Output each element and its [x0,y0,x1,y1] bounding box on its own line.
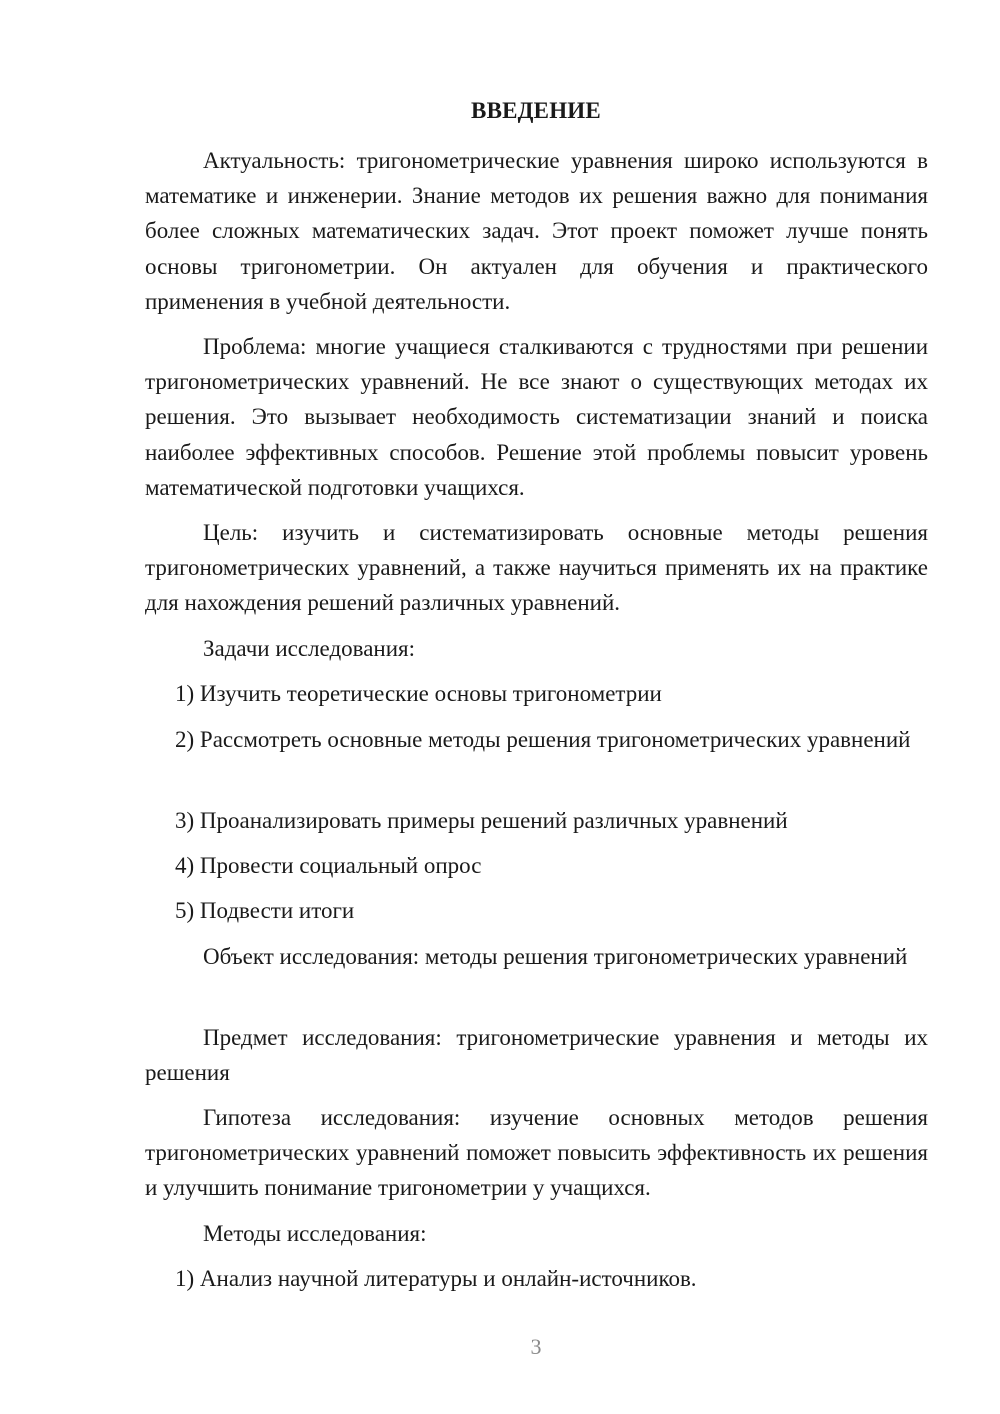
task-item-4: 4) Провести социальный опрос [175,853,482,878]
subject-paragraph: Предмет исследования: тригонометрические уравнения и методы их решения [145,1025,928,1086]
problem-paragraph: Проблема: многие учащиеся сталкиваются с трудностями при решении тригонометрических уравнений. Не все знают о существующих методах их решения. Это вызывает необходимость систематизации знаний и поиска наиболее эффективных способов. Решение этой проблемы повысит уровень математической подготовки учащихся. [145,334,928,500]
hypothesis-paragraph: Гипотеза исследования: изучение основных методов решения тригонометрических уравнений поможет повысить эффективность их решения и улучшить понимание тригонометрии у учащихся. [145,1105,928,1201]
page-title: ВВЕДЕНИЕ [471,98,601,123]
page-number: 3 [530,1334,542,1359]
task-item-1: 1) Изучить теоретические основы тригонометрии [175,681,662,706]
task-item-5: 5) Подвести итоги [175,898,355,923]
methods-heading: Методы исследования: [203,1221,427,1246]
object-paragraph: Объект исследования: методы решения тригонометрических уравнений [203,944,908,969]
tasks-heading: Задачи исследования: [203,636,416,661]
method-item-1: 1) Анализ научной литературы и онлайн-источников. [175,1266,697,1291]
relevance-paragraph: Актуальность: тригонометрические уравнения широко используются в математике и инженерии. Знание методов их решения важно для понимания более сложных математических задач. Этот проект поможет лучше понять основы тригонометрии. Он актуален для обучения и практического применения в учебной деятельности. [145,148,928,314]
goal-paragraph: Цель: изучить и систематизировать основные методы решения тригонометрических уравнений, а также научиться применять их на практике для нахождения решений различных уравнений. [145,520,928,616]
task-item-3: 3) Проанализировать примеры решений различных уравнений [175,808,788,833]
task-item-2: 2) Рассмотреть основные методы решения тригонометрических уравнений [175,727,911,752]
